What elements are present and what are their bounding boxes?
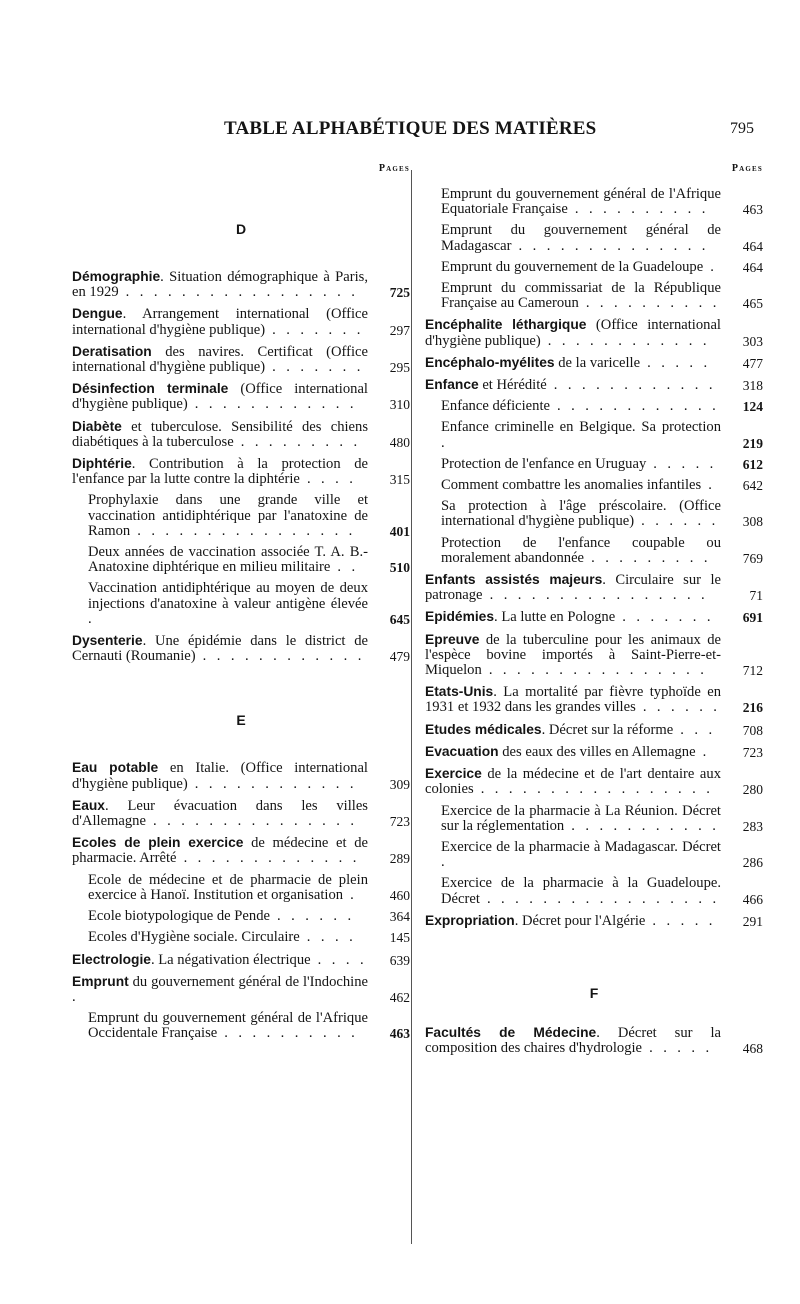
dot-leader: . . . . . . (269, 908, 355, 925)
entry-description: Sa protection à l'âge préscolaire. (Office international d'hygiène publique) (441, 498, 721, 530)
dot-leader: . . . . . . . . . . . . (549, 398, 720, 415)
entry-keyword: Dengue (72, 306, 123, 322)
dot-leader: . (703, 258, 718, 275)
entry-text (425, 684, 721, 715)
section-d-entries (72, 269, 410, 664)
entry-text (441, 399, 721, 414)
index-entry (425, 684, 763, 715)
entry-text (441, 457, 721, 472)
entry-page-number: 708 (742, 722, 763, 738)
dot-leader: . . . . . . . . . . . . (187, 775, 357, 792)
page-title: TABLE ALPHABÉTIQUE DES MATIÈRES (224, 118, 597, 139)
entry-text (425, 913, 721, 929)
entry-description: . Décret sur la composition des chaires d'hydrologie (425, 1024, 721, 1057)
entry-page-number: 124 (742, 399, 763, 415)
section-letter-d: D (235, 221, 247, 237)
entry-text (425, 609, 721, 625)
entry-description: de médecine et de pharmacie. Arrêté (72, 835, 368, 867)
entry-keyword: Enfance (425, 377, 479, 393)
dot-leader: . . . . . (646, 455, 717, 472)
entry-text (88, 1011, 368, 1041)
entry-description: des eaux des villes en Allemagne (498, 743, 696, 760)
entry-text (88, 873, 368, 903)
index-subentry (425, 457, 763, 472)
entry-text (441, 260, 721, 275)
entry-page-number: 723 (742, 744, 763, 760)
section-e-entries (72, 760, 410, 1041)
dot-leader: . (88, 610, 96, 627)
entry-text (441, 876, 721, 906)
entry-keyword: Electrologie (72, 951, 151, 967)
entry-page-number: 460 (389, 887, 410, 903)
entry-description: . Décret sur la réforme (541, 721, 674, 738)
section-f-entries (425, 1025, 763, 1056)
index-entry (72, 952, 410, 968)
entry-page-number: 303 (742, 333, 763, 349)
entry-description: Protection de l'enfance en Uruguay (441, 455, 647, 472)
dot-leader: . . . . . . . . . . . . . . . . (481, 662, 708, 679)
index-subentry (425, 804, 763, 834)
entry-text (72, 419, 368, 450)
entry-keyword: Evacuation (425, 743, 499, 759)
index-subentry (72, 545, 410, 575)
dot-leader: . . . . (299, 471, 357, 488)
index-entry (72, 269, 410, 300)
dot-leader: . (72, 988, 80, 1005)
entry-description: Exercice de la pharmacie à Madagascar. Décret (441, 838, 721, 855)
entry-page-number: 280 (742, 782, 763, 798)
entry-text (72, 952, 368, 968)
entry-text (425, 766, 721, 797)
entry-text (72, 306, 368, 337)
entry-description: . Contribution à la protection de l'enfance par la lutte contre la diphtérie (72, 456, 368, 488)
entry-keyword: Etats-Unis (425, 684, 494, 700)
dot-leader: . . . . . . (635, 699, 721, 716)
entry-page-number: 364 (389, 909, 410, 925)
entry-description: . Circulaire sur le patronage (425, 572, 721, 604)
index-subentry (425, 499, 763, 529)
entry-description: Emprunt du gouvernement général de l'Afrique Occidentale Française (88, 1010, 368, 1042)
index-entry (425, 377, 763, 393)
entry-page-number: 639 (389, 952, 410, 968)
page-number: 795 (730, 120, 754, 137)
index-entry (72, 760, 410, 791)
index-subentry (72, 1011, 410, 1041)
index-entry (425, 317, 763, 348)
entry-text (441, 536, 721, 566)
entry-keyword: Epreuve (425, 631, 480, 647)
entry-description: . Situation démographique à Paris, en 1929 (72, 269, 368, 301)
entry-text (72, 269, 368, 300)
entry-description: . Une épidémie dans le district de Cernauti (Roumanie) (72, 633, 368, 665)
entry-text (72, 760, 368, 791)
right-column (425, 163, 763, 1253)
entry-description: Vaccination antidiphtérique au moyen de deux injections d'anatoxine à valeur antigène élevée (88, 580, 368, 612)
entry-description: . La lutte en Pologne (494, 609, 616, 626)
entry-page-number: 309 (389, 776, 410, 792)
entry-page-number: 691 (742, 610, 763, 626)
entry-description: (Office international d'hygiène publique) (425, 317, 721, 349)
entry-description: . Décret pour l'Algérie (514, 912, 646, 929)
entry-page-number: 216 (742, 700, 763, 716)
entry-description: . Leur évacuation dans les villes d'Allemagne (72, 797, 368, 830)
index-entry (72, 381, 410, 412)
dot-leader: . (695, 743, 710, 760)
entry-page-number: 479 (389, 649, 410, 665)
entry-page-number: 465 (742, 296, 763, 312)
entry-page-number: 71 (749, 588, 763, 604)
index-subentry (425, 281, 763, 311)
entry-page-number: 315 (389, 472, 410, 488)
pages-column-label: Pages (378, 163, 410, 174)
right-entries (425, 187, 763, 929)
entry-page-number: 466 (742, 891, 763, 907)
entry-text (441, 223, 721, 253)
entry-text (441, 499, 721, 529)
entry-page-number: 318 (742, 378, 763, 394)
entry-description: (Office international d'hygiène publique) (72, 381, 368, 413)
entry-page-number: 712 (742, 663, 763, 679)
index-entry (425, 355, 763, 371)
entry-text (72, 381, 368, 412)
entry-page-number: 645 (389, 611, 410, 627)
entry-keyword: Diabète (72, 418, 122, 434)
entry-keyword: Enfants assistés majeurs (425, 572, 603, 588)
entry-text (88, 909, 368, 924)
dot-leader: . (343, 886, 358, 903)
entry-text (441, 281, 721, 311)
entry-text (425, 572, 721, 603)
entry-page-number: 219 (742, 435, 763, 451)
dot-leader: . . . . . . . . . . . . . . . (145, 813, 358, 830)
entry-keyword: Facultés de Médecine (425, 1024, 597, 1040)
entry-text (88, 545, 368, 575)
entry-keyword: Deratisation (72, 343, 152, 359)
index-entry (72, 306, 410, 337)
dot-leader: . . . . . . . . . . (578, 295, 720, 312)
index-subentry (425, 399, 763, 414)
dot-leader: . . . . (299, 929, 357, 946)
entry-page-number: 462 (389, 989, 410, 1005)
entry-description: des navires. Certificat (Office international d'hygiène publique) (72, 343, 368, 376)
index-subentry (425, 260, 763, 275)
entry-page-number: 289 (389, 851, 410, 867)
index-subentry (425, 187, 763, 217)
entry-keyword: Eau potable (72, 760, 159, 776)
entry-page-number: 769 (742, 550, 763, 566)
entry-description: . La négativation électrique (150, 951, 311, 968)
entry-description: Ecole de médecine et de pharmacie de plein exercice à Hanoï. Institution et organisation (88, 871, 368, 903)
entry-description: de la tuberculine pour les animaux de l'espèce bovine importés à Saint-Pierre-et-Miquelon (425, 631, 721, 679)
entry-page-number: 463 (742, 202, 763, 218)
index-entry (425, 572, 763, 603)
section-letter-e: E (236, 712, 246, 729)
entry-keyword: Encéphalite léthargique (425, 317, 587, 333)
entry-text (88, 581, 368, 627)
entry-keyword: Etudes médicales (425, 721, 542, 737)
index-subentry (72, 873, 410, 903)
index-entry (425, 722, 763, 738)
entry-text (441, 478, 721, 493)
entry-text (425, 377, 721, 393)
entry-page-number: 464 (742, 238, 763, 254)
entry-text (441, 420, 721, 450)
index-entry (72, 835, 410, 866)
index-entry (425, 632, 763, 679)
dot-leader: . . . . . . (634, 513, 719, 530)
entry-page-number: 310 (389, 397, 410, 413)
entry-page-number: 283 (742, 818, 763, 834)
index-entry (72, 974, 410, 1005)
entry-keyword: Emprunt (72, 973, 129, 989)
entry-text (425, 722, 721, 738)
entry-description: Enfance déficiente (441, 398, 550, 415)
dot-leader: . . . . . . . . . . . . . . . . . (479, 890, 720, 907)
dot-leader: . . . . . . . . . . . . (546, 377, 716, 394)
dot-leader: . . . . . . . . . . . . (540, 332, 710, 349)
index-subentry (72, 493, 410, 539)
entry-description: de la varicelle (554, 354, 641, 371)
entry-page-number: 297 (389, 322, 410, 338)
dot-leader: . . . . . . . . . . (217, 1025, 359, 1042)
dot-leader: . (441, 854, 449, 871)
dot-leader: . . . . . . . . . . (567, 201, 709, 218)
dot-leader: . . . . . . . . . . . . . . (511, 237, 709, 254)
index-entry (425, 766, 763, 797)
entry-description: Exercice de la pharmacie à la Guadeloupe. Décret (441, 875, 721, 907)
dot-leader: . (441, 434, 449, 451)
entry-keyword: Démographie (72, 269, 161, 284)
entry-description: Comment combattre les anomalies infantiles (441, 477, 702, 494)
entry-page-number: 464 (742, 259, 763, 275)
index-subentry (425, 536, 763, 566)
entry-text (72, 798, 368, 829)
dot-leader: . . . . . . . (615, 609, 714, 626)
entry-page-number: 401 (389, 523, 410, 539)
entry-text (72, 633, 368, 664)
index-entry (72, 344, 410, 375)
dot-leader: . . . . . . . (265, 321, 364, 338)
dot-leader: . . . . (310, 951, 368, 968)
entry-keyword: Eaux (72, 797, 105, 813)
entry-page-number: 145 (389, 930, 410, 946)
entry-keyword: Diphtérie (72, 456, 132, 472)
section-letter-f: F (589, 984, 599, 1001)
entry-text (72, 835, 368, 866)
entry-description: . Arrangement international (Office international d'hygiène publique) (72, 306, 368, 338)
entry-page-number: 477 (742, 355, 763, 371)
dot-leader: . . . . . . . . . (584, 549, 711, 566)
entry-text (441, 187, 721, 217)
index-subentry (425, 223, 763, 253)
entry-description: Ecoles d'Hygiène sociale. Circulaire (88, 929, 300, 946)
dot-leader: . . . . . . . . . . . . . (176, 850, 360, 867)
dot-leader: . . . . . (642, 1040, 713, 1057)
page-header (0, 118, 800, 146)
entry-page-number: 612 (742, 456, 763, 472)
entry-description: et tuberculose. Sensibilité des chiens diabétiques à la tuberculose (72, 418, 368, 450)
index-entry (72, 633, 410, 664)
entry-text (88, 930, 368, 945)
index-entry (72, 798, 410, 829)
dot-leader: . . . . . . . . . (233, 433, 361, 450)
entry-keyword: Désinfection terminale (72, 381, 229, 397)
entry-page-number: 480 (389, 434, 410, 450)
dot-leader: . . . . . (645, 912, 716, 929)
entry-text (425, 1025, 721, 1056)
entry-description: et Hérédité (478, 377, 547, 394)
entry-keyword: Ecoles de plein exercice (72, 835, 244, 851)
entry-description: . La mortalité par fièvre typhoïde en 1931 et 1932 dans les grandes villes (425, 684, 721, 716)
dot-leader: . . . . . . . (265, 359, 364, 376)
entry-description: Emprunt du gouvernement de la Guadeloupe (441, 258, 704, 275)
entry-description: Emprunt du gouvernement général de l'Afrique Equatoriale Française (441, 186, 721, 218)
left-column (72, 163, 410, 1253)
entry-text (425, 355, 721, 371)
index-subentry (425, 478, 763, 493)
entry-page-number: 286 (742, 855, 763, 871)
entry-page-number: 510 (389, 560, 410, 576)
entry-page-number: 468 (742, 1041, 763, 1057)
entry-text (425, 317, 721, 348)
dot-leader: . . . . . . . . . . . . (187, 396, 357, 413)
entry-page-number: 642 (742, 478, 763, 494)
dot-leader: . . . . . . . . . . . . . . . . . (473, 781, 714, 798)
entry-description: de la médecine et de l'art dentaire aux colonies (425, 766, 721, 798)
index-entry (425, 1025, 763, 1056)
entry-description: du gouvernement général de l'Indochine (128, 973, 368, 990)
dot-leader: . . . . . . . . . . . . . . . . . (118, 284, 359, 301)
entry-page-number: 723 (389, 814, 410, 830)
entry-description: Protection de l'enfance coupable ou moralement abandonnée (441, 534, 721, 566)
index-entry (425, 744, 763, 760)
entry-description: Emprunt du gouvernement général de Madagascar (441, 222, 721, 254)
pages-column-label: Pages (731, 163, 763, 174)
entry-page-number: 291 (742, 913, 763, 929)
index-entry (72, 419, 410, 450)
entry-text (425, 744, 721, 760)
dot-leader: . (701, 477, 716, 494)
index-entry (72, 456, 410, 487)
dot-leader: . . . . . . . . . . . . . . . . (130, 522, 356, 539)
entry-description: Prophylaxie dans une grande ville et vaccination antidiphtérique par l'anatoxine de Ramon (88, 492, 368, 539)
entry-keyword: Exercice (425, 766, 482, 782)
dot-leader: . . . . . . . . . . . . (195, 648, 365, 665)
entry-description: Ecole biotypologique de Pende (88, 908, 270, 925)
entry-description: Emprunt du commissariat de la République Française au Cameroun (441, 280, 721, 312)
entry-text (425, 632, 721, 679)
entry-keyword: Expropriation (425, 912, 515, 928)
entry-keyword: Epidémies (425, 609, 495, 625)
entry-text (441, 804, 721, 834)
entry-keyword: Encéphalo-myélites (425, 354, 555, 370)
entry-text (441, 840, 721, 870)
entry-text (88, 493, 368, 539)
dot-leader: . . . . . . . . . . . . . . . . (482, 587, 709, 604)
index-entry (425, 609, 763, 625)
index-subentry (425, 420, 763, 450)
entry-text (72, 974, 368, 1005)
dot-leader: . . (330, 559, 359, 576)
entry-page-number: 463 (389, 1026, 410, 1042)
entry-page-number: 308 (742, 514, 763, 530)
entry-description: Enfance criminelle en Belgique. Sa protection (441, 419, 721, 436)
entry-text (72, 456, 368, 487)
entry-page-number: 725 (389, 285, 410, 301)
entry-description: en Italie. (Office international d'hygiène publique) (72, 760, 368, 792)
index-subentry (72, 930, 410, 945)
dot-leader: . . . (673, 721, 716, 738)
index-subentry (72, 581, 410, 627)
column-divider (411, 170, 412, 1244)
dot-leader: . . . . . (640, 354, 711, 371)
dot-leader: . . . . . . . . . . . (564, 817, 720, 834)
entry-page-number: 295 (389, 360, 410, 376)
entry-keyword: Dysenterie (72, 633, 143, 649)
index-entry (425, 913, 763, 929)
index-subentry (425, 840, 763, 870)
entry-text (72, 344, 368, 375)
entry-description: Deux années de vaccination associée T. A. B.-Anatoxine diphtérique en milieu militaire (88, 544, 368, 576)
entry-description: Exercice de la pharmacie à La Réunion. Décret sur la réglementation (441, 802, 721, 834)
index-subentry (72, 909, 410, 924)
index-subentry (425, 876, 763, 906)
